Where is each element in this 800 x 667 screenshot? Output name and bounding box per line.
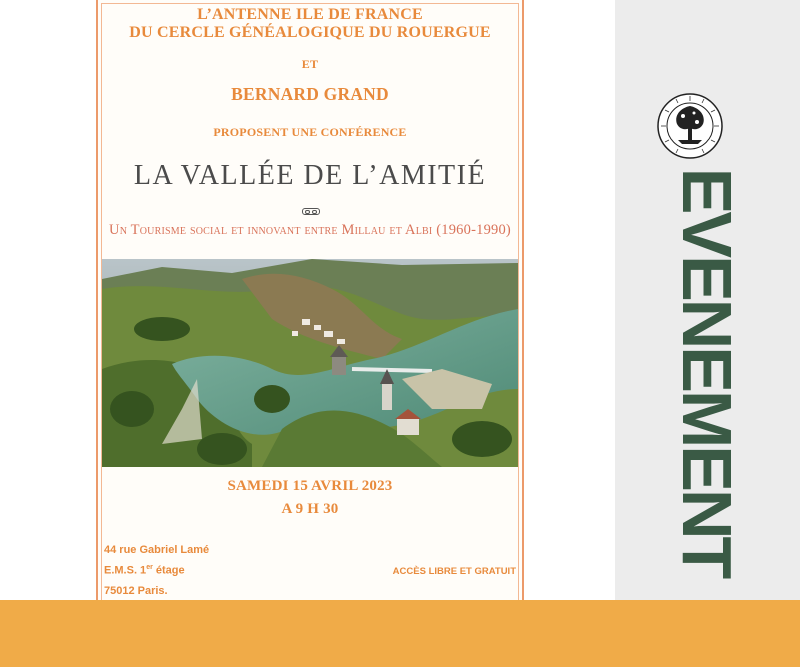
poster-header-line-1: L’ANTENNE ILE DE FRANCE [197,6,423,23]
poster-et: ET [301,57,319,71]
address-line-2-prefix: E.M.S. 1 [104,564,147,577]
bottom-orange-band [0,600,800,667]
valley-photo-illustration [102,259,518,467]
poster-proposes: PROPOSENT UNE CONFÉRENCE [213,125,407,139]
valley-photo [102,259,518,467]
address-line-2-suffix: étage [152,564,185,577]
vertical-title-evenement: EVENEMENT [668,167,746,577]
event-time: A 9 H 30 [281,501,339,517]
poster-subtitle: Un Tourisme social et innovant entre Millau et Albi (1960-1990) [109,222,511,238]
address-line-2-superscript: er [146,564,153,571]
poster-speaker: BERNARD GRAND [231,84,389,104]
event-poster [96,0,524,600]
poster-header-line-2: DU CERCLE GÉNÉALOGIQUE DU ROUERGUE [129,24,491,41]
address-line-1: 44 rue Gabriel Lamé [104,544,210,556]
poster-title: LA VALLÉE DE L’AMITIÉ [133,160,487,191]
event-date: SAMEDI 15 AVRIL 2023 [227,478,393,494]
side-panel [615,0,800,600]
seal-tree-icon [656,92,724,160]
ornament-divider-icon [302,208,320,215]
address-line-2 [104,564,185,577]
address-line-3: 75012 Paris. [104,585,168,597]
access-info: ACCÈS LIBRE ET GRATUIT [392,566,516,577]
